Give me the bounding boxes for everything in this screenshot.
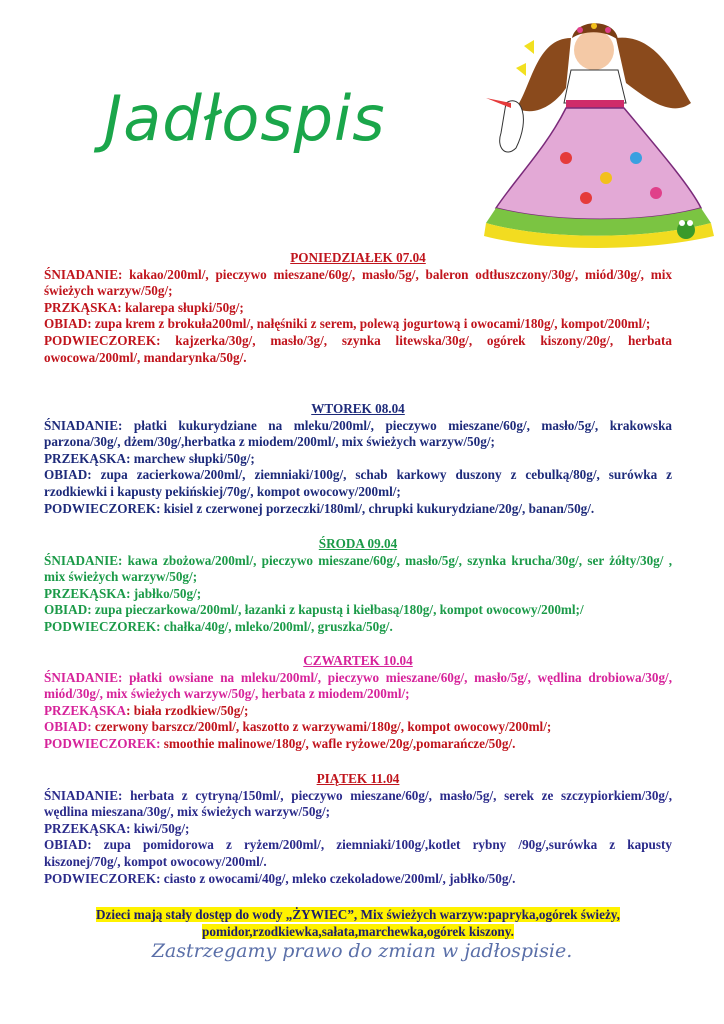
meal-afternoon [44,501,672,518]
meal-text: kakao/200ml/, pieczywo mieszane/60g/, masło/5g/, baleron odtłuszczony/30g/, miód/30g/, mix świeżych warzyw/50g/; [44,266,672,299]
meal-label: ŚNIADANIE: [44,669,123,685]
meal-text: płatki kukurydziane na mleku/200ml/, pieczywo mieszane/60g/, masło/5g/, krakowska parzona/30g/, dżem/30g/,herbatka z miodem/200ml/, mix świeżych warzyw/50g/; [44,417,672,450]
meal-text: kisiel z czerwonej porzeczki/180ml/, chrupki kukurydziane/20g/, banan/50g/. [160,500,595,516]
day-friday [44,771,672,887]
meal-label: PRZKĄSKA: [44,299,122,315]
day-header: PIĄTEK 11.04 [316,771,400,786]
meal-lunch [44,467,672,500]
meal-breakfast [44,418,672,451]
meal-label: PRZEKĄSKA [44,702,127,718]
meal-label: OBIAD: [44,719,92,735]
meal-text: ciasto z owocami/40g/, mleko czekoladowe/200ml/, jabłko/50g/. [160,870,516,886]
meal-breakfast [44,267,672,300]
meal-label: PRZEKĄSKA: [44,585,131,601]
day-header: CZWARTEK 10.04 [303,653,413,668]
meal-text: smoothie malinowe/180g/, wafle ryżowe/20g/,pomarańcze/50g/. [160,735,516,751]
girl-illustration [476,8,720,252]
water-note-line2: pomidor,rzodkiewka,sałata,marchewka,ogórek kiszony. [202,924,514,939]
meal-snack [44,586,672,603]
meal-label: OBIAD: [44,602,92,618]
meal-snack [44,703,672,720]
meal-label: PODWIECZOREK: [44,618,161,634]
day-monday [44,250,672,366]
meal-afternoon [44,333,672,366]
meal-lunch [44,602,672,619]
meal-text: : biała rzodkiew/50g/; [126,702,249,718]
meal-afternoon [44,871,672,888]
disclaimer: Zastrzegamy prawo do zmian w jadłospisie. [151,940,573,962]
meal-label: PODWIECZOREK: [44,870,161,886]
page-title: Jadłospis [104,82,386,155]
day-header: ŚRODA 09.04 [318,536,398,551]
meal-breakfast [44,670,672,703]
day-thursday [44,653,672,753]
meal-label: ŚNIADANIE: [44,787,123,803]
meal-text: kiwi/50g/; [130,820,190,836]
meal-label: ŚNIADANIE: [44,552,123,568]
meal-label: ŚNIADANIE: [44,417,123,433]
day-tuesday [44,401,672,517]
meal-snack [44,821,672,838]
meal-text: kalarepa słupki/50g/; [121,299,244,315]
meal-text: zupa pomidorowa z ryżem/200ml/, ziemniaki/100g/,kotlet rybny /90g/,surówka z kapusty kiszonej/70g/, kompot owocowy/200ml/. [44,837,672,869]
meal-afternoon [44,736,672,753]
water-note [44,906,672,940]
meal-text: czerwony barszcz/200ml/, kaszotto z warzywami/180g/, kompot owocowy/200ml/; [91,719,552,735]
meal-text: kawa zbożowa/200ml/, pieczywo mieszane/60g/, masło/5g/, szynka krucha/30g/, ser żółty/30g/ , mix świeżych warzyw/50g/; [44,552,672,585]
water-note-line1: Dzieci mają stały dostęp do wody „ŻYWIEC”, Mix świeżych warzyw:papryka,ogórek świeży, [96,907,620,922]
day-header: PONIEDZIAŁEK 07.04 [290,250,426,265]
meal-label: OBIAD: [44,837,92,853]
meal-lunch [44,719,672,736]
meal-snack [44,451,672,468]
meal-text: herbata z cytryną/150ml/, pieczywo mieszane/60g/, masło/5g/, serek ze szczypiorkiem/30g/, wędlina mieszana/30g/, mix świeżych warzyw/50g/; [44,787,672,820]
meal-label: PODWIECZOREK: [44,332,161,348]
meal-text: marchew słupki/50g/; [130,450,255,466]
meal-label: ŚNIADANIE: [44,266,123,282]
meal-text: chałka/40g/, mleko/200ml/, gruszka/50g/. [160,618,393,634]
meal-text: zupa zacierkowa/200ml/, ziemniaki/100g/, schab karkowy duszony z cebulką/80g/, surówka z rzodkiewki i kapusty pekińskiej/70g/, kompot owocowy/200ml/; [44,467,672,499]
meal-breakfast [44,553,672,586]
meal-label: PRZEKĄSKA: [44,820,131,836]
meal-text: płatki owsiane na mleku/200ml/, pieczywo mieszane/60g/, masło/5g/, wędlina drobiowa/30g/, miód/30g/, mix świeżych warzyw/50g/, herbata z miodem/200ml/; [44,669,672,702]
day-wednesday [44,536,672,636]
meal-label: OBIAD: [44,316,92,332]
meal-label: PODWIECZOREK: [44,735,161,751]
meal-text: jabłko/50g/; [130,585,202,601]
meal-lunch [44,837,672,870]
meal-text: zupa krem z brokuła200ml/, nałęśniki z serem, polewą jogurtową i owocami/180g/, kompot/200ml/; [91,316,651,332]
meal-breakfast [44,788,672,821]
meal-lunch [44,316,672,333]
meal-label: PRZEKĄSKA: [44,450,131,466]
meal-afternoon [44,619,672,636]
meal-text: zupa pieczarkowa/200ml/, łazanki z kapustą i kiełbasą/180g/, kompot owocowy/200ml;/ [91,602,584,618]
meal-text: kajzerka/30g/, masło/3g/, szynka litewska/30g/, ogórek kiszony/20g/, herbata owocowa/200ml/, mandarynka/50g/. [44,332,672,365]
meal-label: PODWIECZOREK: [44,500,161,516]
meal-snack [44,300,672,317]
day-header: WTOREK 08.04 [311,401,405,416]
meal-label: OBIAD: [44,467,92,483]
